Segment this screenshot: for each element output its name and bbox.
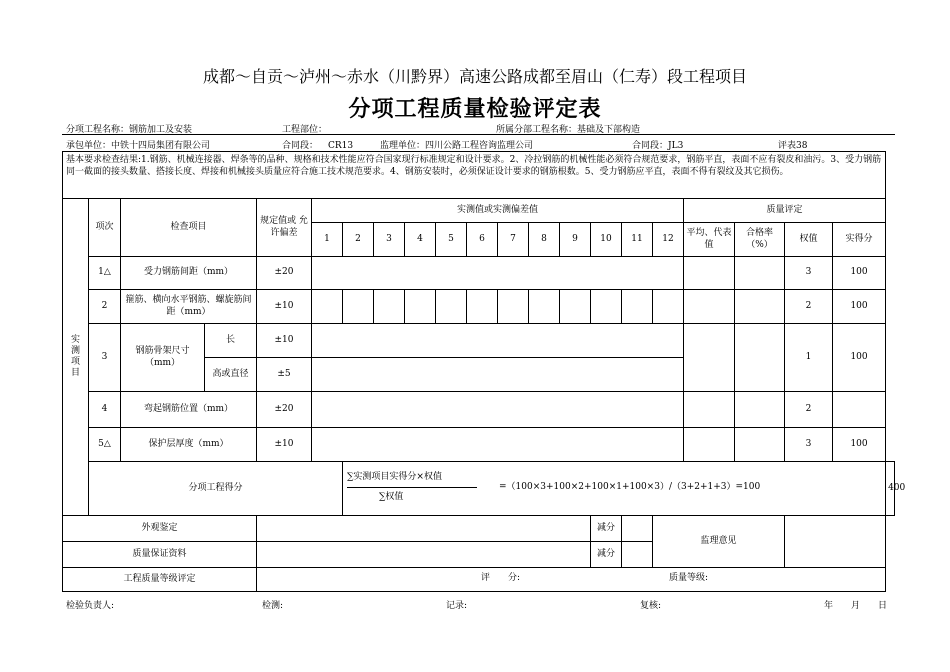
- row2-m7: [498, 290, 529, 324]
- summary-total: 400: [886, 462, 895, 516]
- col-header-1: 1: [312, 223, 343, 257]
- footer-tester: 检测:: [262, 601, 284, 611]
- contract-value: CR13: [328, 141, 354, 151]
- row5-tolerance: ±10: [257, 428, 312, 462]
- supervisor-value: 四川公路工程咨询监理公司: [425, 141, 534, 151]
- section-label: 实 测 项 目: [63, 199, 89, 516]
- formula-numerator: ∑实测项目实得分×权值: [347, 471, 442, 482]
- row1-average: [684, 257, 735, 290]
- footer-reviewer: 复核:: [640, 601, 662, 611]
- meta-divider: [62, 134, 895, 135]
- footer-inspector: 检验负责人:: [66, 601, 115, 611]
- row3-weight: 1: [785, 324, 833, 392]
- row2-weight: 2: [785, 290, 833, 324]
- row2-pass-rate: [735, 290, 785, 324]
- contract2-label: 合同段：: [632, 141, 669, 151]
- quality-docs-value: [257, 542, 591, 568]
- row2-tolerance: ±10: [257, 290, 312, 324]
- row5-no: 5△: [89, 428, 121, 462]
- row5-measured: [312, 428, 684, 462]
- row2-m8: [529, 290, 560, 324]
- row4-tolerance: ±20: [257, 392, 312, 428]
- division-label: 所属分部工程名称：: [496, 125, 578, 135]
- row3-tolerance1: ±10: [257, 324, 312, 358]
- contract2-value: JL3: [668, 141, 684, 151]
- row3-average: [684, 324, 735, 392]
- col-header-9: 9: [560, 223, 591, 257]
- grade-quality-label: 质量等级:: [669, 573, 709, 583]
- header-measured: 实测值或实测偏差值: [312, 199, 684, 223]
- summary-label: 分项工程得分: [89, 462, 343, 516]
- row1-measured: [312, 257, 684, 290]
- quality-docs-deduct-label: 减分: [591, 542, 622, 568]
- row2-m11: [622, 290, 653, 324]
- col-header-10: 10: [591, 223, 622, 257]
- row1-item: 受力钢筋间距（mm）: [121, 257, 257, 290]
- header-pass-rate: 合格率（%）: [735, 223, 785, 257]
- col-header-7: 7: [498, 223, 529, 257]
- sub-project-value: 钢筋加工及安装: [129, 125, 193, 135]
- quality-docs-deduct-value: [622, 542, 653, 568]
- row3a-measured: [312, 324, 684, 358]
- supervisor-field: [380, 138, 533, 151]
- col-header-12: 12: [653, 223, 684, 257]
- contractor-field: [66, 138, 210, 151]
- row4-pass-rate: [735, 392, 785, 428]
- header-check-item: 检查项目: [121, 199, 257, 257]
- row4-weight: 2: [785, 392, 833, 428]
- header-tolerance: 规定值或 允许偏差: [257, 199, 312, 257]
- col-header-11: 11: [622, 223, 653, 257]
- sub-project-label: 分项工程名称：: [66, 125, 130, 135]
- quality-docs-label: 质量保证资料: [63, 542, 257, 568]
- row1-no: 1△: [89, 257, 121, 290]
- row1-score: 100: [833, 257, 886, 290]
- row2-m5: [436, 290, 467, 324]
- row2-score: 100: [833, 290, 886, 324]
- grade-label: 工程质量等级评定: [63, 568, 257, 592]
- col-header-5: 5: [436, 223, 467, 257]
- evaluation-table: [62, 151, 906, 592]
- row5-score: 100: [833, 428, 886, 462]
- contractor-label: 承包单位：: [66, 141, 112, 151]
- row3-sub1: 长: [205, 324, 257, 358]
- row4-no: 4: [89, 392, 121, 428]
- appearance-label: 外观鉴定: [63, 516, 257, 542]
- col-header-2: 2: [343, 223, 374, 257]
- formula-denominator: ∑权值: [379, 491, 404, 502]
- appearance-deduct-value: [622, 516, 653, 542]
- footer-date: 年 月 日: [824, 601, 888, 611]
- formula-fraction-bar: [347, 487, 477, 488]
- row3-sub2: 高或直径: [205, 358, 257, 392]
- grade-values: [257, 568, 886, 592]
- header-score: 实得分: [833, 223, 886, 257]
- row1-tolerance: ±20: [257, 257, 312, 290]
- row3-item: 钢筋骨架尺寸（mm）: [121, 324, 205, 392]
- contractor-value: 中铁十四局集团有限公司: [111, 141, 211, 151]
- row2-m6: [467, 290, 498, 324]
- row2-m4: [405, 290, 436, 324]
- contract-field: [282, 138, 353, 151]
- supervision-value: [785, 516, 886, 568]
- row2-m12: [653, 290, 684, 324]
- contract-label: 合同段：: [282, 141, 319, 151]
- row3-tolerance2: ±5: [257, 358, 312, 392]
- supervision-label: 监理意见: [653, 516, 785, 568]
- row4-item: 弯起钢筋位置（mm）: [121, 392, 257, 428]
- row3-no: 3: [89, 324, 121, 392]
- row5-weight: 3: [785, 428, 833, 462]
- contract2-field: [632, 138, 683, 151]
- appearance-value: [257, 516, 591, 542]
- row2-m3: [374, 290, 405, 324]
- row5-average: [684, 428, 735, 462]
- header-weight: 权值: [785, 223, 833, 257]
- formula-equation: =（100×3+100×2+100×1+100×3）/（3+2+1+3）=100: [499, 481, 761, 492]
- division-value: 基础及下部构造: [577, 125, 641, 135]
- row3-pass-rate: [735, 324, 785, 392]
- form-number: 评表38: [778, 141, 808, 151]
- row2-m9: [560, 290, 591, 324]
- row4-score: [833, 392, 886, 428]
- col-header-8: 8: [529, 223, 560, 257]
- row4-average: [684, 392, 735, 428]
- row2-m10: [591, 290, 622, 324]
- row4-measured: [312, 392, 684, 428]
- form-title: 分项工程质量检验评定表: [348, 96, 602, 122]
- grade-score-label: 评 分:: [481, 573, 521, 583]
- summary-formula: [343, 462, 886, 516]
- col-header-4: 4: [405, 223, 436, 257]
- requirements-cell: 基本要求检查结果:1.钢筋、机械连接器、焊条等的品种、规格和技术性能应符合国家现行标准规定和设计要求。2、冷拉钢筋的机械性能必须符合规范要求，钢筋平直，表面不应有裂皮和油污。3、受力钢筋同一截面的接头数量、搭接长度、焊接和机械接头质量应符合施工技术规范要求。4、钢筋安装时，必须保证设计要求的钢筋根数。5、受力钢筋应平直，表面不得有裂纹及其它损伤。: [63, 152, 886, 199]
- col-header-6: 6: [467, 223, 498, 257]
- project-title: 成都～自贡～泸州～赤水（川黔界）高速公路成都至眉山（仁寿）段工程项目: [202, 67, 747, 86]
- row5-pass-rate: [735, 428, 785, 462]
- header-item-no: 项次: [89, 199, 121, 257]
- row3b-measured: [312, 358, 684, 392]
- supervisor-label: 监理单位：: [380, 141, 426, 151]
- row2-item: 箍筋、横向水平钢筋、螺旋筋间距（mm）: [121, 290, 257, 324]
- footer-recorder: 记录:: [446, 601, 468, 611]
- row2-m1: [312, 290, 343, 324]
- row3-score: 100: [833, 324, 886, 392]
- header-quality: 质量评定: [684, 199, 886, 223]
- row1-pass-rate: [735, 257, 785, 290]
- row2-m2: [343, 290, 374, 324]
- row2-no: 2: [89, 290, 121, 324]
- part-label: 工程部位：: [282, 125, 328, 135]
- col-header-3: 3: [374, 223, 405, 257]
- header-average: 平均、代表值: [684, 223, 735, 257]
- row5-item: 保护层厚度（mm）: [121, 428, 257, 462]
- row1-weight: 3: [785, 257, 833, 290]
- appearance-deduct-label: 减分: [591, 516, 622, 542]
- row2-average: [684, 290, 735, 324]
